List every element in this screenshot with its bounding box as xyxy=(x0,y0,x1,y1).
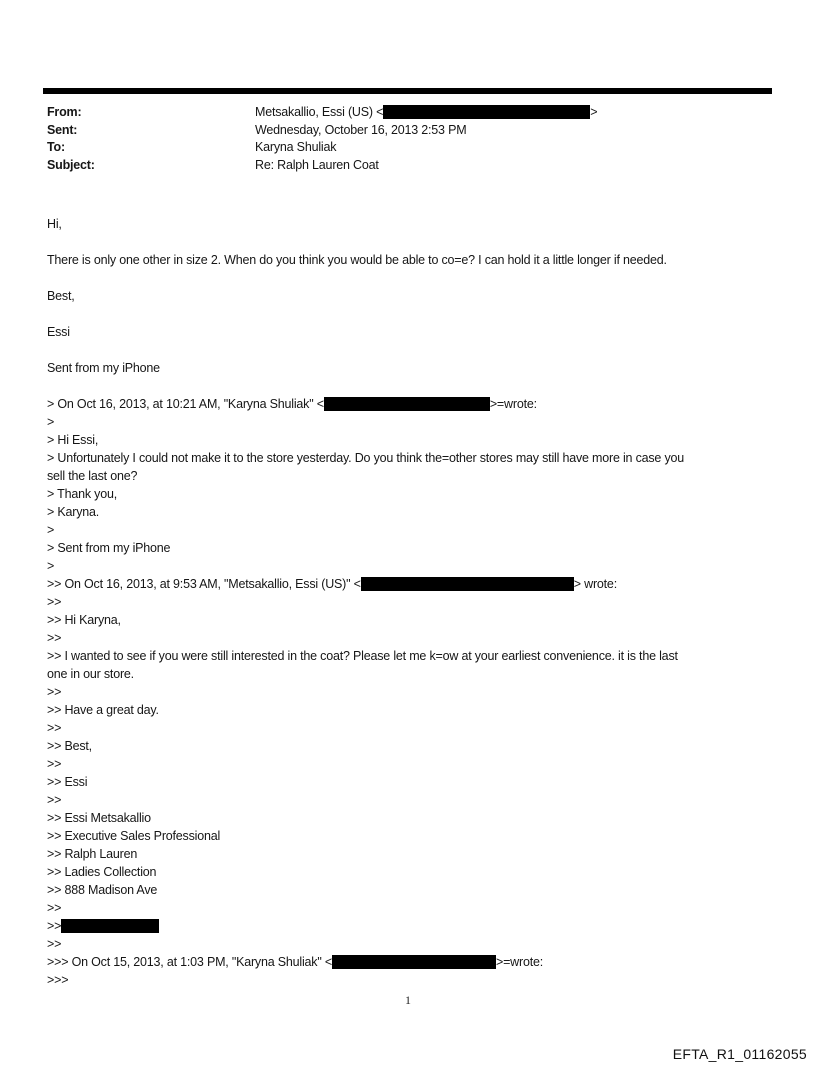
text-segment: >> On Oct 16, 2013, at 9:53 AM, "Metsakallio, Essi (US)" < xyxy=(47,577,361,591)
header-field-value xyxy=(255,140,336,154)
header-row xyxy=(47,139,773,157)
email-body-line xyxy=(47,377,773,395)
header-field-value xyxy=(255,105,597,119)
email-body-line xyxy=(47,467,773,485)
email-body-line xyxy=(47,971,773,989)
email-body-line xyxy=(47,647,773,665)
email-body-line xyxy=(47,845,773,863)
header-field-label: To: xyxy=(47,140,65,154)
text-segment: >> Essi xyxy=(47,775,88,789)
text-segment: Karyna Shuliak xyxy=(255,140,337,154)
email-body-line xyxy=(47,809,773,827)
text-segment: >> xyxy=(47,919,62,933)
email-body-line xyxy=(47,413,773,431)
header-field-label: Sent: xyxy=(47,122,78,137)
email-body-line xyxy=(47,269,773,287)
email-body-line xyxy=(47,521,773,539)
text-segment: one in our store. xyxy=(47,667,134,681)
text-segment: > xyxy=(47,559,55,573)
text-segment: >> xyxy=(47,757,62,771)
text-segment: sell the last one? xyxy=(47,469,138,483)
redaction-bar xyxy=(383,105,590,119)
text-segment: >> xyxy=(47,901,62,915)
text-segment: > Sent from my iPhone xyxy=(47,541,171,555)
text-segment: >=wrote: xyxy=(495,955,544,969)
text-segment: >>> On Oct 15, 2013, at 1:03 PM, "Karyna Shuliak" < xyxy=(47,955,332,969)
text-segment: >> Hi Karyna, xyxy=(47,613,121,627)
email-body-line xyxy=(47,899,773,917)
email-body-line xyxy=(47,431,773,449)
email-body-line xyxy=(47,593,773,611)
email-body-line xyxy=(47,935,773,953)
email-body-line xyxy=(47,773,773,791)
text-segment: >> 888 Madison Ave xyxy=(47,883,158,897)
text-segment: >=wrote: xyxy=(489,397,537,411)
email-body-line xyxy=(47,323,773,341)
redaction-bar xyxy=(61,919,159,933)
email-body-line xyxy=(47,611,773,629)
email-body-line xyxy=(47,251,773,269)
email-body-line xyxy=(47,665,773,683)
text-segment: > wrote: xyxy=(573,577,617,591)
email-body-line xyxy=(47,953,773,971)
redaction-bar xyxy=(332,955,496,969)
email-body-line xyxy=(47,629,773,647)
text-segment: >> Ladies Collection xyxy=(47,865,157,879)
text-segment: >> Executive Sales Professional xyxy=(47,829,221,843)
header-field-label: From: xyxy=(47,105,82,119)
text-segment: Hi, xyxy=(47,217,62,231)
email-body-line xyxy=(47,791,773,809)
email-body-line xyxy=(47,701,773,719)
text-segment: > xyxy=(47,415,55,429)
email-body-line xyxy=(47,485,773,503)
header-field-value xyxy=(255,123,466,137)
page-number: 1 xyxy=(405,993,411,1007)
email-body-line xyxy=(47,359,773,377)
text-segment: Best, xyxy=(47,289,75,303)
email-body-line xyxy=(47,737,773,755)
email-body-line xyxy=(47,233,773,251)
text-segment: >> I wanted to see if you were still interested in the coat? Please let me k=ow at your earliest convenience. it is the last xyxy=(47,649,678,663)
email-body-line xyxy=(47,575,773,593)
text-segment: > xyxy=(47,523,55,537)
text-segment: > Hi Essi, xyxy=(47,433,99,447)
text-segment: >> Ralph Lauren xyxy=(47,847,138,861)
email-body-line xyxy=(47,755,773,773)
header-row xyxy=(47,157,773,175)
text-segment: Essi xyxy=(47,325,70,339)
header-field-value xyxy=(255,158,379,172)
email-body-line xyxy=(47,863,773,881)
email-body-line xyxy=(47,503,773,521)
email-body xyxy=(47,215,773,989)
text-segment: > On Oct 16, 2013, at 10:21 AM, "Karyna Shuliak" < xyxy=(47,397,324,411)
email-header xyxy=(47,104,773,174)
bates-number: EFTA_R1_01162055 xyxy=(672,1046,807,1062)
text-segment: >> xyxy=(47,721,62,735)
text-segment: >> xyxy=(47,937,62,951)
email-body-line xyxy=(47,683,773,701)
text-segment: >> xyxy=(47,685,62,699)
email-body-line xyxy=(47,881,773,899)
text-segment: >> Have a great day. xyxy=(47,703,159,717)
email-body-line xyxy=(47,539,773,557)
text-segment: > Unfortunately I could not make it to the store yesterday. Do you think the=other stores may still have more in case you xyxy=(47,451,685,465)
redaction-bar xyxy=(324,397,490,411)
email-body-line xyxy=(47,557,773,575)
text-segment: >> xyxy=(47,631,62,645)
text-segment: > Thank you, xyxy=(47,487,117,501)
text-segment: >> xyxy=(47,793,62,807)
email-body-line xyxy=(47,215,773,233)
email-body-line xyxy=(47,305,773,323)
text-segment: Re: Ralph Lauren Coat xyxy=(255,157,379,172)
header-row xyxy=(47,122,773,140)
email-body-line xyxy=(47,827,773,845)
email-body-line xyxy=(47,917,773,935)
email-body-line xyxy=(47,287,773,305)
email-body-line xyxy=(47,449,773,467)
redaction-bar xyxy=(361,577,574,591)
text-segment: >> xyxy=(47,595,62,609)
text-segment: >>> xyxy=(47,973,69,987)
text-segment: There is only one other in size 2. When do you think you would be able to co=e? I can hold it a little longer if needed. xyxy=(47,253,667,267)
text-segment: Sent from my iPhone xyxy=(47,361,160,375)
text-segment: >> Best, xyxy=(47,739,92,753)
email-body-line xyxy=(47,719,773,737)
header-divider-bar xyxy=(43,88,772,94)
email-body-line xyxy=(47,341,773,359)
email-body-line xyxy=(47,395,773,413)
text-segment: > xyxy=(590,105,598,119)
header-field-label: Subject: xyxy=(47,157,95,172)
text-segment: > Karyna. xyxy=(47,505,100,519)
text-segment: >> Essi Metsakallio xyxy=(47,811,151,825)
text-segment: Metsakallio, Essi (US) < xyxy=(255,105,384,119)
header-row xyxy=(47,104,773,122)
text-segment: Wednesday, October 16, 2013 2:53 PM xyxy=(255,122,467,137)
